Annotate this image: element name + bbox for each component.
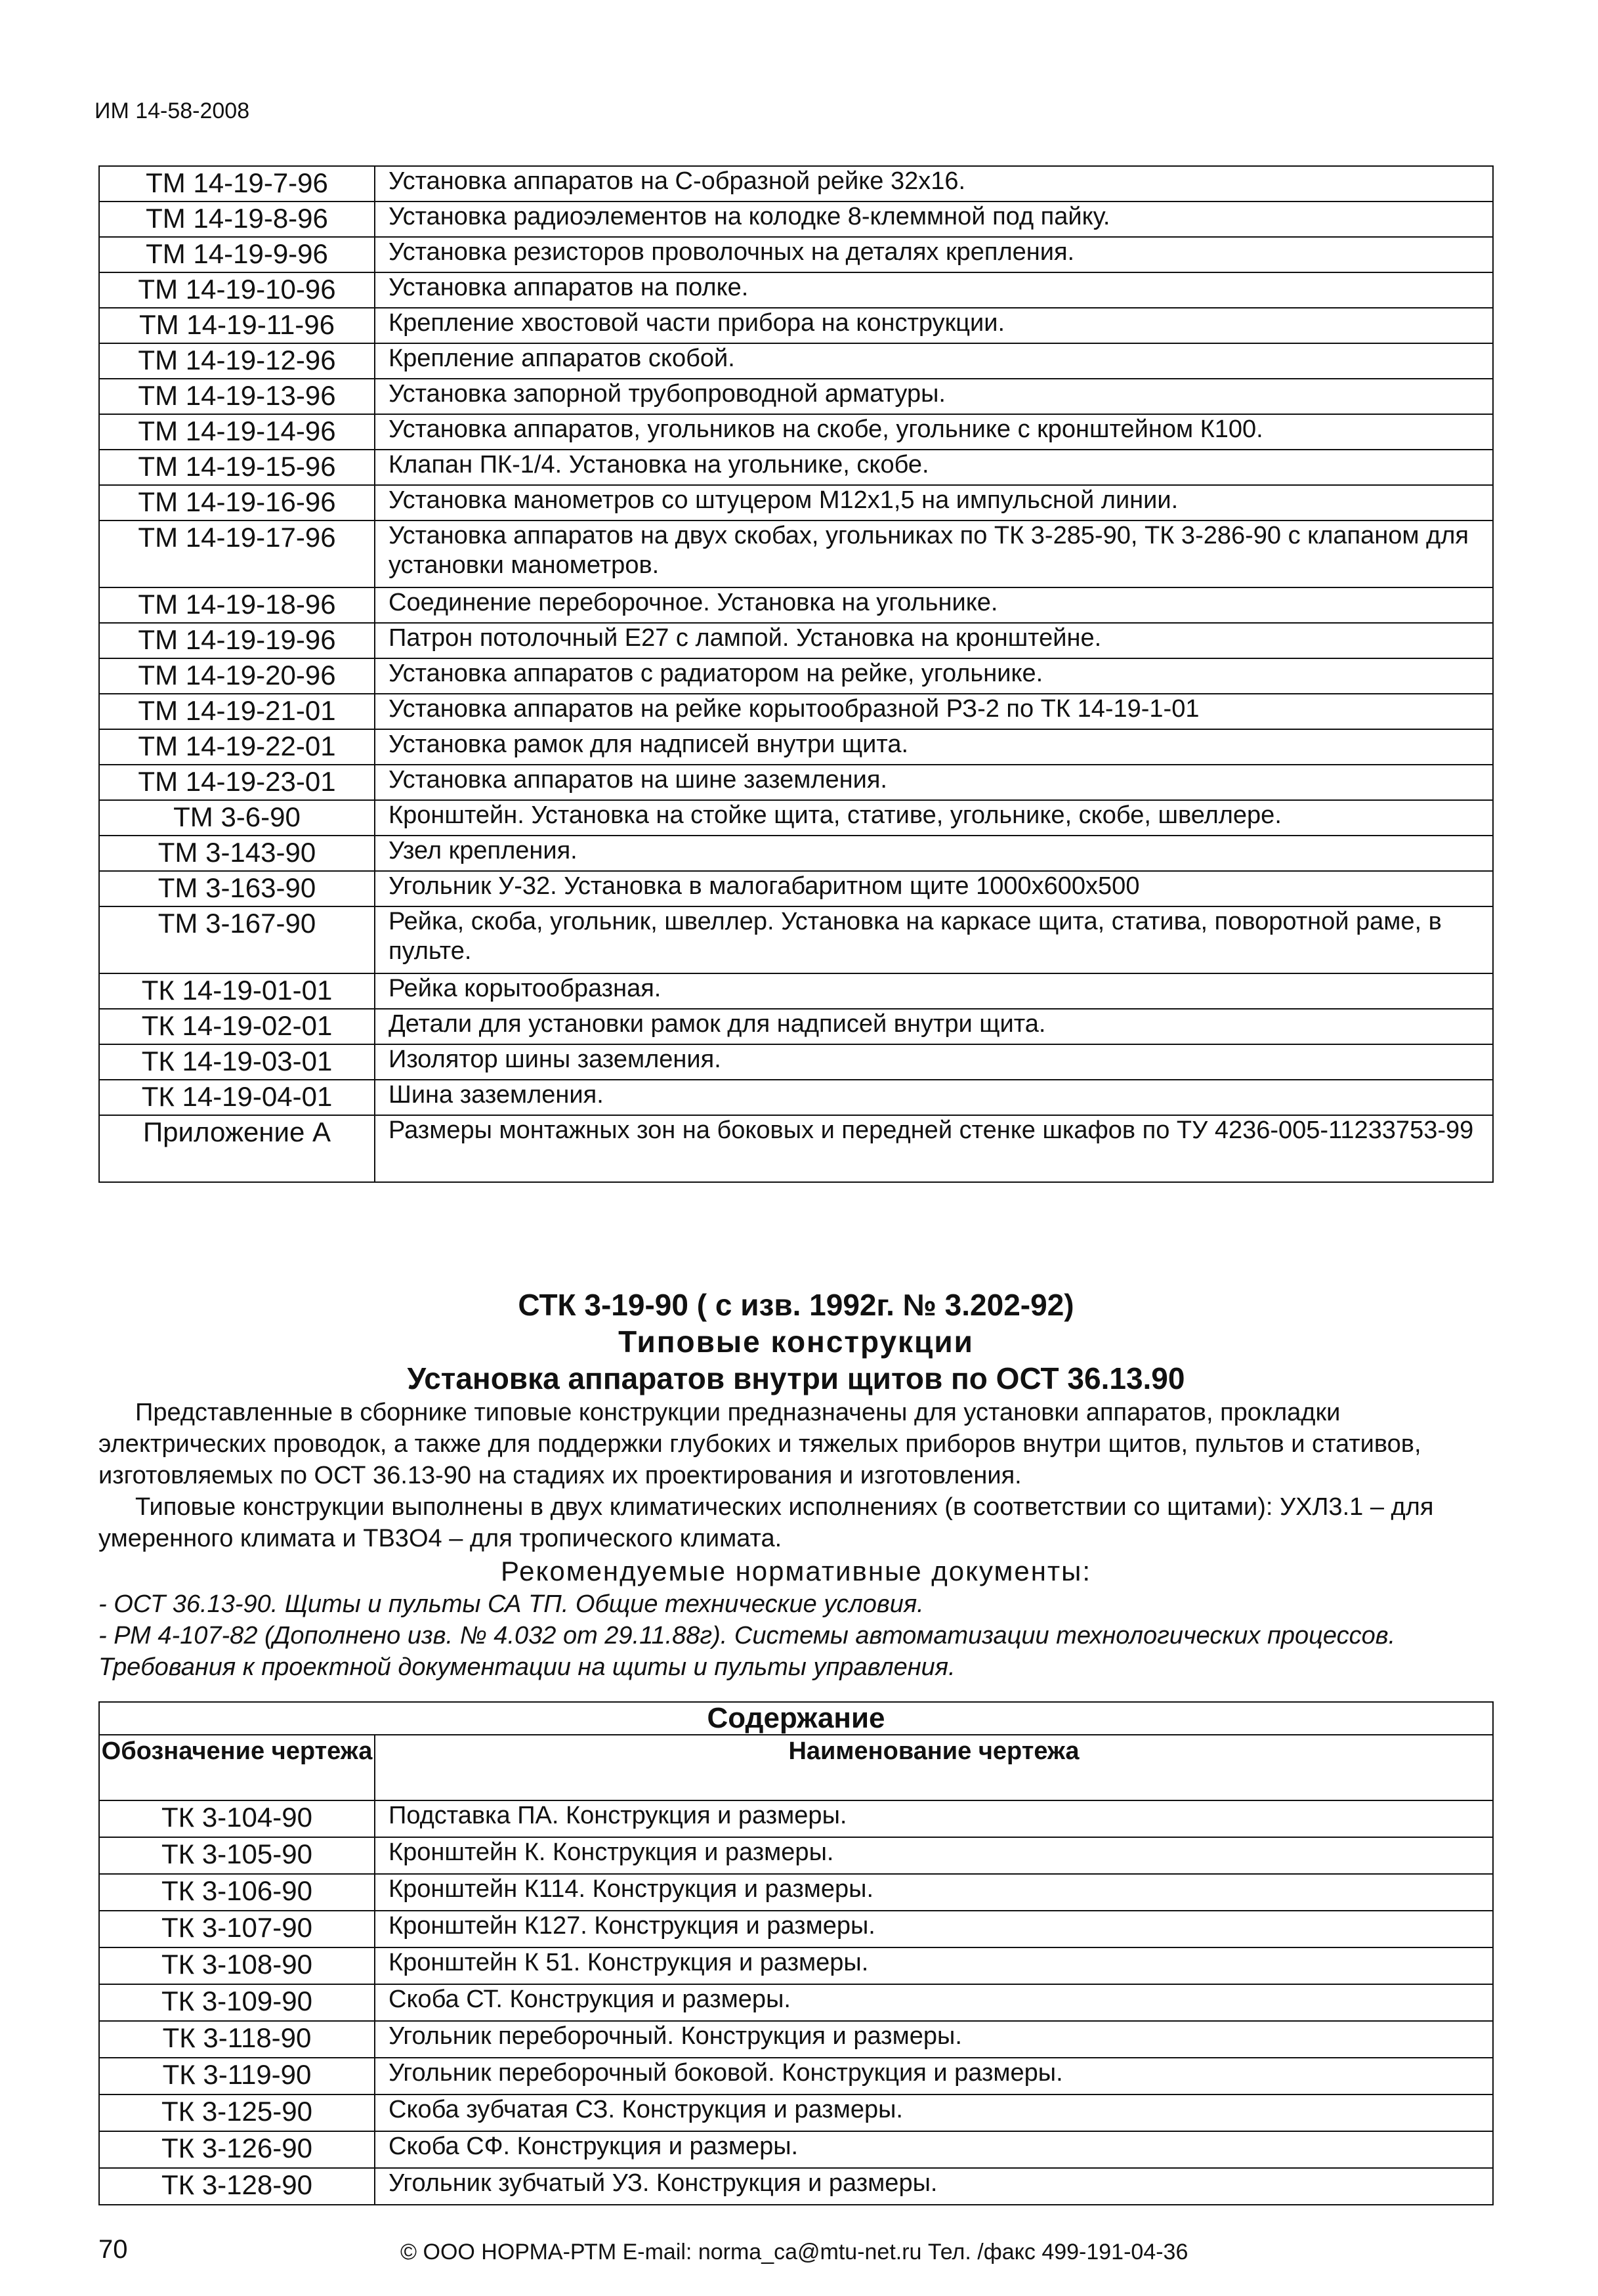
drawing-code: ТК 14-19-01-01 [99, 973, 375, 1009]
table-row [99, 1009, 1493, 1044]
drawing-description: Подставка ПА. Конструкция и размеры. [375, 1800, 1493, 1837]
drawing-code: ТМ 3-163-90 [99, 871, 375, 906]
drawing-code: ТМ 14-19-11-96 [99, 308, 375, 343]
table-row [99, 694, 1493, 729]
drawing-code: ТК 3-104-90 [99, 1800, 375, 1837]
section-title: СТК 3-19-90 ( с изв. 1992г. № 3.202-92) [518, 1288, 1074, 1322]
contents-caption: Содержание [99, 1702, 1493, 1735]
drawing-description: Кронштейн К114. Конструкция и размеры. [375, 1874, 1493, 1911]
table-row [99, 906, 1493, 973]
drawing-code: ТК 3-119-90 [99, 2058, 375, 2094]
table-row [99, 343, 1493, 379]
table-row [99, 623, 1493, 658]
drawing-description: Скоба СТ. Конструкция и размеры. [375, 1984, 1493, 2021]
column-header-name: Наименование чертежа [375, 1735, 1493, 1800]
drawing-description: Клапан ПК-1/4. Установка на угольнике, скобе. [375, 450, 1493, 485]
drawing-code: ТК 3-125-90 [99, 2094, 375, 2131]
drawing-code: ТК 3-108-90 [99, 1947, 375, 1984]
drawing-description: Рейка, скоба, угольник, швеллер. Установка на каркасе щита, статива, поворотной раме, в пульте. [375, 906, 1493, 973]
drawing-code: ТМ 14-19-10-96 [99, 272, 375, 308]
drawing-code: ТК 3-106-90 [99, 1874, 375, 1911]
drawing-description: Установка аппаратов, угольников на скобе, угольнике с кронштейном К100. [375, 414, 1493, 450]
drawing-code: ТК 3-107-90 [99, 1911, 375, 1947]
table-row [99, 1080, 1493, 1115]
reference-item: - РМ 4-107-82 (Дополнено изв. № 4.032 от 29.11.88г). Системы автоматизации технологических процессов. Требования к проектной документации на щиты и пульты управления. [98, 1622, 1396, 1681]
drawing-description: Патрон потолочный Е27 с лампой. Установка на кронштейне. [375, 623, 1493, 658]
drawing-description: Кронштейн К. Конструкция и размеры. [375, 1837, 1493, 1874]
page-number: 70 [98, 2235, 128, 2264]
reference-item: - ОСТ 36.13-90. Щиты и пульты СА ТП. Общие технические условия. [98, 1590, 924, 1618]
drawing-code: ТК 14-19-03-01 [99, 1044, 375, 1080]
drawing-description: Установка аппаратов с радиатором на рейке, угольнике. [375, 658, 1493, 694]
drawing-description: Установка резисторов проволочных на деталях крепления. [375, 237, 1493, 272]
drawing-description: Установка рамок для надписей внутри щита. [375, 729, 1493, 765]
table-row [99, 379, 1493, 414]
table-row [99, 729, 1493, 765]
drawing-description: Угольник переборочный. Конструкция и размеры. [375, 2021, 1493, 2058]
drawing-description: Крепление аппаратов скобой. [375, 343, 1493, 379]
table-row [99, 658, 1493, 694]
drawing-description: Установка радиоэлементов на колодке 8-клеммной под пайку. [375, 202, 1493, 237]
drawing-description: Установка запорной трубопроводной арматуры. [375, 379, 1493, 414]
drawing-code: ТМ 14-19-8-96 [99, 202, 375, 237]
table-row [99, 1044, 1493, 1080]
drawing-code: ТМ 14-19-17-96 [99, 521, 375, 587]
drawing-description: Установка аппаратов на С-образной рейке 32х16. [375, 166, 1493, 202]
drawing-code: ТК 3-128-90 [99, 2168, 375, 2205]
drawing-description: Размеры монтажных зон на боковых и передней стенке шкафов по ТУ 4236-005-11233753-99 [375, 1115, 1493, 1182]
drawing-description: Скоба зубчатая СЗ. Конструкция и размеры. [375, 2094, 1493, 2131]
drawing-description: Соединение переборочное. Установка на угольнике. [375, 587, 1493, 623]
drawing-code: ТК 14-19-04-01 [99, 1080, 375, 1115]
drawing-description: Скоба СФ. Конструкция и размеры. [375, 2131, 1493, 2168]
drawing-code: ТМ 14-19-21-01 [99, 694, 375, 729]
table-row [99, 202, 1493, 237]
table-row [99, 1800, 1493, 1837]
drawing-code: ТМ 3-143-90 [99, 836, 375, 871]
drawing-code: ТК 3-126-90 [99, 2131, 375, 2168]
drawing-code: ТМ 14-19-7-96 [99, 166, 375, 202]
table-row [99, 2131, 1493, 2168]
table-row [99, 1837, 1493, 1874]
table-row [99, 1911, 1493, 1947]
table-row [99, 1874, 1493, 1911]
drawing-description: Детали для установки рамок для надписей внутри щита. [375, 1009, 1493, 1044]
drawing-description: Установка аппаратов на рейке корытообразной РЗ-2 по ТК 14-19-1-01 [375, 694, 1493, 729]
drawing-description: Шина заземления. [375, 1080, 1493, 1115]
drawing-code: ТМ 14-19-9-96 [99, 237, 375, 272]
contents-table [98, 1701, 1494, 2205]
table-row [99, 308, 1493, 343]
table-row [99, 2058, 1493, 2094]
table-row [99, 450, 1493, 485]
drawing-code: ТМ 14-19-19-96 [99, 623, 375, 658]
drawing-code: ТК 14-19-02-01 [99, 1009, 375, 1044]
section-heading: Установка аппаратов внутри щитов по ОСТ 36.13.90 [407, 1361, 1185, 1395]
drawing-code: ТМ 14-19-23-01 [99, 765, 375, 800]
table-row [99, 272, 1493, 308]
drawing-description: Угольник зубчатый УЗ. Конструкция и размеры. [375, 2168, 1493, 2205]
drawing-code: ТМ 14-19-20-96 [99, 658, 375, 694]
drawing-code: ТМ 14-19-22-01 [99, 729, 375, 765]
document-id: ИМ 14-58-2008 [95, 98, 250, 123]
table-row [99, 166, 1493, 202]
table-row [99, 836, 1493, 871]
table-row [99, 871, 1493, 906]
drawing-code: ТМ 14-19-12-96 [99, 343, 375, 379]
drawing-code: ТК 3-109-90 [99, 1984, 375, 2021]
footer-copyright: © ООО НОРМА-РТМ E-mail: norma_ca@mtu-net.ru Тел. /факс 499-191-04-36 [400, 2240, 1188, 2264]
recommended-docs-heading: Рекомендуемые нормативные документы: [500, 1556, 1092, 1586]
drawing-code: ТМ 14-19-13-96 [99, 379, 375, 414]
drawing-description: Установка аппаратов на двух скобах, угольниках по ТК 3-285-90, ТК 3-286-90 с клапаном для установки манометров. [375, 521, 1493, 587]
table-row [99, 2168, 1493, 2205]
table-row [99, 587, 1493, 623]
drawing-code: ТК 3-105-90 [99, 1837, 375, 1874]
drawing-description: Угольник переборочный боковой. Конструкция и размеры. [375, 2058, 1493, 2094]
table-row [99, 2094, 1493, 2131]
drawing-description: Рейка корытообразная. [375, 973, 1493, 1009]
drawing-description: Узел крепления. [375, 836, 1493, 871]
drawing-description: Изолятор шины заземления. [375, 1044, 1493, 1080]
drawing-description: Крепление хвостовой части прибора на конструкции. [375, 308, 1493, 343]
table-row [99, 800, 1493, 836]
drawing-description: Установка манометров со штуцером М12х1,5 на импульсной линии. [375, 485, 1493, 521]
drawing-description: Установка аппаратов на шине заземления. [375, 765, 1493, 800]
intro-paragraph: Представленные в сборнике типовые конструкции предназначены для установки аппаратов, прокладки электрических проводок, а также для поддержки глубоких и тяжелых приборов внутри щитов, пультов и стативов, изготовляемых по ОСТ 36.13-90 на стадиях их проектирования и изготовления. [98, 1399, 1421, 1489]
climate-paragraph: Типовые конструкции выполнены в двух климатических исполнениях (в соответствии со щитами): УХЛ3.1 – для умеренного климата и ТВ3О4 – для тропического климата. [98, 1493, 1434, 1552]
table-row [99, 2021, 1493, 2058]
table-row [99, 1984, 1493, 2021]
drawing-code: ТМ 3-167-90 [99, 906, 375, 973]
table-row [99, 973, 1493, 1009]
table-row [99, 237, 1493, 272]
column-header-code: Обозначение чертежа [99, 1735, 375, 1800]
drawing-code: ТМ 14-19-18-96 [99, 587, 375, 623]
drawing-description: Угольник У-32. Установка в малогабаритном щите 1000х600х500 [375, 871, 1493, 906]
drawing-description: Установка аппаратов на полке. [375, 272, 1493, 308]
section-subtitle: Типовые конструкции [618, 1325, 974, 1359]
drawing-code: ТМ 14-19-15-96 [99, 450, 375, 485]
drawings-table [98, 165, 1494, 1183]
table-row [99, 485, 1493, 521]
drawing-code: Приложение А [99, 1115, 375, 1182]
table-row [99, 765, 1493, 800]
drawing-code: ТМ 14-19-16-96 [99, 485, 375, 521]
table-row [99, 1115, 1493, 1182]
table-row [99, 414, 1493, 450]
drawing-description: Кронштейн К127. Конструкция и размеры. [375, 1911, 1493, 1947]
drawing-code: ТМ 3-6-90 [99, 800, 375, 836]
drawing-description: Кронштейн. Установка на стойке щита, стативе, угольнике, скобе, швеллере. [375, 800, 1493, 836]
table-row [99, 521, 1493, 587]
table-row [99, 1947, 1493, 1984]
standard-section [98, 1286, 1494, 1683]
drawing-code: ТМ 14-19-14-96 [99, 414, 375, 450]
drawing-code: ТК 3-118-90 [99, 2021, 375, 2058]
drawing-description: Кронштейн К 51. Конструкция и размеры. [375, 1947, 1493, 1984]
